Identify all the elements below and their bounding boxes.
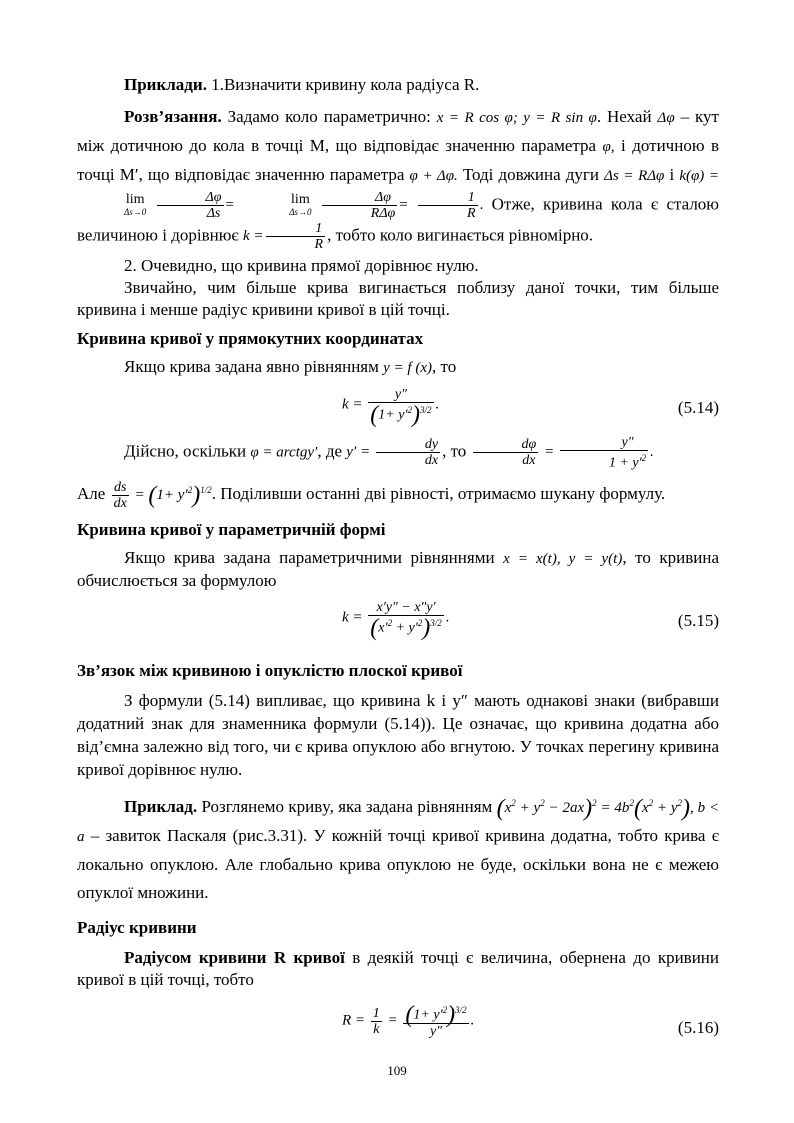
formula-curvature-parametric: k = $\frac{x'y'' - x''y'}{(x'^2 + y'^2)^{3/2}}$ . — [342, 599, 450, 641]
solution-text: Тоді — [462, 165, 494, 184]
section-heading-parametric: Кривина кривої у параметричній формі — [77, 519, 386, 539]
solution-text: сталою величиною і дорівнює — [77, 194, 719, 245]
equation-number: (5.14) — [677, 398, 719, 417]
section-heading-convexity: Зв’язок між кривиною і опуклістю плоскої кривої — [77, 660, 463, 680]
formula-dphi-dx: $\frac{d\varphi}{dx}$ = $\frac{y''}{1 + y'^2}$ . — [471, 444, 654, 460]
formula-curvature-explicit: k = $\frac{y''}{(1+ y'^2)^{3/2}}$ . — [342, 387, 440, 428]
section1-but: Але $\frac{ds}{dx}$ = $(1+ y'^2)^{1/2}$. Поділивши останні дві рівності, отримаємо шукану формулу. — [77, 479, 666, 511]
solution-text: Отже, кривина кола є — [491, 194, 659, 214]
example-label: Приклад. — [124, 796, 198, 816]
solution-paragraph — [77, 103, 719, 252]
section-heading-rect-coords: Кривина кривої у прямокутних координатах — [77, 329, 424, 348]
formula-radius-of-curvature: R = $\frac{1}{k}$ = $\frac{(1+ y'^2)^{3/2}}{y''}$ . — [342, 1002, 475, 1040]
formula-k-phi: k(φ) = — [679, 168, 719, 184]
formula-delta-phi: Δφ — [657, 110, 675, 126]
formula-ds-dx: $\frac{ds}{dx}$ = $(1+ y'^2)^{1/2}$ — [113, 479, 212, 511]
limit-symbol: lim Δs→0 — [289, 191, 312, 217]
equation-number: (5.15) — [677, 610, 719, 630]
solution-text: . Нехай — [596, 107, 652, 126]
solution-text: довжина дуги — [498, 165, 599, 184]
formula-arc-length: Δs = RΔφ — [604, 168, 665, 184]
equation-5-15 — [77, 592, 719, 648]
formula-derivative: y′ = $\frac{dy}{dx}$ — [346, 437, 439, 469]
solution-text: , тобто коло вигинається рівномірно. — [327, 225, 594, 245]
limit-symbol: lim Δs→0 — [124, 191, 147, 217]
example-text: 1.Визначити кривину кола радіуса R. — [211, 75, 480, 94]
formula-parametric-curve: x = x(t), y = y(t) — [503, 550, 623, 567]
radius-definition: Радіусом кривини R кривої в деякій точці є величина, обернена до кривини кривої в цій точці, тобто — [77, 948, 719, 990]
example-2: 2. Очевидно, що кривина прямої дорівнює нулю. — [124, 256, 479, 275]
section1-intro: Якщо крива задана явно рівнянням y = f (x), то — [124, 357, 457, 376]
solution-text: – кут між дотичною до кола в точці M, що відповідає значенню параметра — [77, 107, 719, 155]
formula-parametric-circle: x = R cos φ; y = R sin φ — [436, 110, 597, 126]
section-heading-radius: Радіус кривини — [77, 918, 197, 938]
formula-phi-arctg: φ = arctgy′ — [250, 444, 318, 461]
equation-number: (5.16) — [677, 1018, 719, 1038]
equation-5-16 — [77, 991, 719, 1061]
page-body — [77, 70, 719, 1061]
equation-5-14 — [77, 379, 719, 435]
section2-intro: Якщо крива задана параметричними рівняннями x = x(t), y = y(t), то кривина обчислюється за формулою — [77, 547, 720, 590]
formula-curvature-circle: k(φ) = lim Δs→0 $\frac{\Delta\varphi}{\Delta s}$ = lim Δs→0 $\frac{\Delta\varphi}{\text{RΔφ}}$ = $\frac{1}{R}$ . — [77, 165, 719, 213]
solution-text: Задамо коло параметрично: — [227, 107, 431, 126]
formula-limacon: $(x^2 + y^2 - 2ax)^2 = 4b^2(x^2 + y^2)$, b < a — [77, 795, 720, 846]
solution-label: Розв’язання. — [124, 107, 222, 126]
formula-explicit-curve: y = f (x) — [383, 360, 432, 376]
solution-text: і дотичною в точці M′, що відповідає значенню параметра — [77, 136, 719, 184]
bending-paragraph: Звичайно, чим більше крива вигинається поблизу даної точки, тим більше кривина і менше радіус кривини кривої в цій точці. — [77, 278, 719, 319]
example-label: Приклади. — [124, 75, 207, 94]
formula-phi-plus-dphi: φ + Δφ. — [409, 168, 458, 184]
example-1 — [77, 74, 719, 96]
formula-k-equals-1-over-r: k = $\frac{1}{R}$ — [242, 221, 324, 252]
page-number: 109 — [387, 1063, 407, 1078]
formula-phi: φ, — [602, 139, 615, 155]
convexity-paragraph: З формули (5.14) випливає, що кривина k і y″ мають однакові знаки (вибравши додатний знак для знаменника формули (5.14)). Це означає, що кривина додатна або від’ємна залежно від того, чи є крива опуклою або вгнутою. У точках перегину кривина кривої дорівнює нулю. — [77, 690, 719, 779]
pascal-example: Приклад. Розглянемо кривy, яка задана рівнянням $(x^2 + y^2 - 2ax)^2 = 4b^2(x^2 + y^2)$, b < a – завиток Паскаля (рис.3.31). У кожній точці кривої кривина додатна, тобто крива є локально опуклою. Але глобально крива опуклою не буде, оскільки вона не є межею опуклої множини. — [77, 795, 720, 903]
section1-proof: Дійсно, оскільки φ = arctgy′, де y′ = $\frac{dy}{dx}$ , то $\frac{d\varphi}{dx}$ = $\frac{y''}{1 + y'^2}$ . — [124, 435, 654, 471]
solution-text: і — [669, 165, 675, 184]
